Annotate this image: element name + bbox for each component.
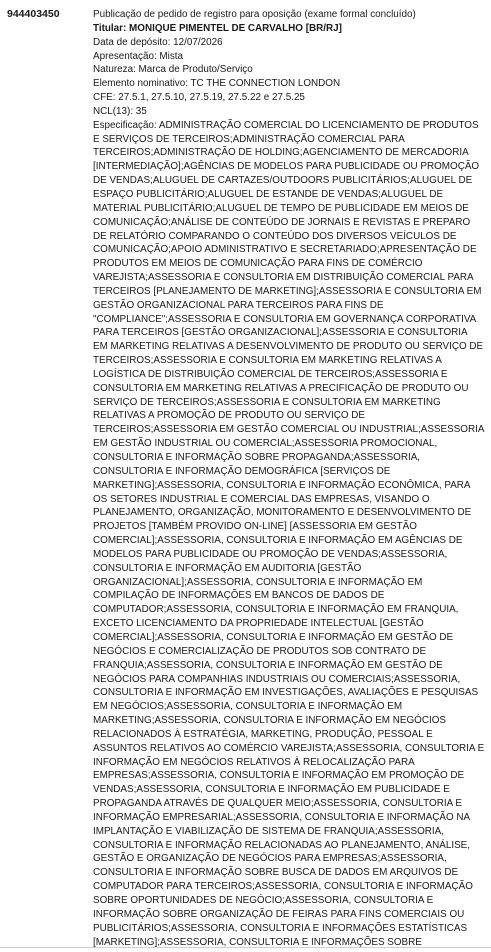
specification-line: EM MARKETING RELATIVAS A DESENVOLVIMENTO DE PRODUTO OU SERVIÇO DE bbox=[93, 341, 484, 353]
specification-line: [INTERMEDIAÇÃO];AGÊNCIAS DE MODELOS PARA PUBLICIDADE OU PROMOÇÃO bbox=[93, 161, 480, 173]
specification-line: SERVIÇO DE TERCEIROS;ASSESSORIA E CONSULTORIA EM MARKETING bbox=[93, 396, 441, 408]
holder-line bbox=[93, 22, 486, 36]
specification-line: LOGÍSTICA DE DISTRIBUIÇÃO COMERCIAL DE TERCEIROS;ASSESSORIA E bbox=[93, 368, 448, 380]
specification-line: COMUNICAÇÃO;APOIO ADMINISTRATIVO E SECRETARIADO;APRESENTAÇÃO DE bbox=[93, 244, 477, 256]
specification-line: TERCEIROS;ASSESSORIA E CONSULTORIA EM MARKETING RELATIVAS A bbox=[93, 355, 442, 367]
specification-line: INFORMAÇÃO EMPRESARIAL;ASSESSORIA, CONSULTORIA E INFORMAÇÃO NA bbox=[93, 811, 471, 823]
specification-line: COMUNICAÇÃO;ANÁLISE DE CONTEÚDO DE JORNAIS E REVISTAS E PREPARO bbox=[93, 216, 471, 228]
specification-line: TERCEIROS;ASSESSORIA EM GESTÃO COMERCIAL OU INDUSTRIAL;ASSESSORIA bbox=[93, 424, 485, 436]
specification-line: PLANEJAMENTO, ORGANIZAÇÃO, MONITORAMENTO E DESENVOLVIMENTO DE bbox=[93, 507, 472, 519]
specification-line: RELATIVAS A PROMOÇÃO DE PRODUTO OU SERVIÇO DE bbox=[93, 410, 365, 422]
specification-line: ORGANIZACIONAL];ASSESSORIA, CONSULTORIA E INFORMAÇÃO EM bbox=[93, 576, 423, 588]
specification-line: EM NEGÓCIOS;ASSESSORIA, CONSULTORIA E INFORMAÇÃO EM bbox=[93, 701, 403, 713]
specification-line: [MARKETING];ASSESSORIA, CONSULTORIA E INFORMAÇÕES SOBRE bbox=[93, 936, 422, 948]
specification-line: EMPRESAS;ASSESSORIA, CONSULTORIA E INFORMAÇÃO EM PROMOÇÃO DE bbox=[93, 770, 465, 782]
specification-line: E SERVIÇOS DE TERCEIROS;ADMINISTRAÇÃO COMERCIAL PARA bbox=[93, 133, 405, 145]
specification-block bbox=[93, 119, 486, 950]
nominative-element-line: Elemento nominativo: TC THE CONNECTION LONDON bbox=[93, 78, 341, 90]
specification-line: ASSUNTOS RELATIVOS AO COMÉRCIO VAREJISTA;ASSESSORIA, CONSULTORIA E bbox=[93, 742, 485, 754]
specification-line: INFORMAÇÃO SOBRE ORGANIZAÇÃO DE FEIRAS PARA FINS COMERCIAIS OU bbox=[93, 908, 465, 920]
dispatch-line: Publicação de pedido de registro para oposição (exame formal concluído) bbox=[93, 9, 416, 20]
specification-line: MODELOS PARA PUBLICIDADE OU PROMOÇÃO DE VENDAS;ASSESSORIA, bbox=[93, 548, 448, 560]
specification-line: IMPLANTAÇÃO E VIABILIZAÇÃO DE SISTEMA DE FRANQUIA;ASSESSORIA, bbox=[93, 825, 445, 837]
specification-line: FRANQUIA;ASSESSORIA, CONSULTORIA E INFORMAÇÃO EM GESTÃO DE bbox=[93, 659, 443, 671]
specification-line: DE VENDAS;ALUGUEL DE CARTAZES/OUTDOORS PUBLICITÁRIOS;ALUGUEL DE bbox=[93, 175, 473, 187]
specification-line: MATERIAL PUBLICITÁRIO;ALUGUEL DE TEMPO DE PUBLICIDADE EM MEIOS DE bbox=[93, 202, 469, 214]
nature-line: Natureza: Marca de Produto/Serviço bbox=[93, 64, 253, 76]
specification-line: CONSULTORIA E INFORMAÇÃO EM AUDITORIA [GESTÃO bbox=[93, 562, 362, 574]
specification-line: COMPUTADOR;ASSESSORIA, CONSULTORIA E INFORMAÇÃO EM FRANQUIA, bbox=[93, 604, 459, 616]
specification-line: COMPUTADOR PARA TERCEIROS;ASSESSORIA, CONSULTORIA E INFORMAÇÃO bbox=[93, 881, 473, 893]
specification-line: CONSULTORIA E INFORMAÇÃO SOBRE BUSCA DE DADOS EM ARQUIVOS DE bbox=[93, 867, 459, 879]
holder-label: Titular: bbox=[93, 22, 130, 34]
presentation-line: Apresentação: Mista bbox=[93, 50, 184, 62]
specification-line: MARKETING;ASSESSORIA, CONSULTORIA E INFORMAÇÃO EM NEGÓCIOS bbox=[93, 715, 446, 727]
specification-line: "COMPLIANCE";ASSESSORIA E CONSULTORIA EM GOVERNANÇA CORPORATIVA bbox=[93, 313, 477, 325]
specification-line: MARKETING];ASSESSORIA, CONSULTORIA E INFORMAÇÃO ECONÔMICA, PARA bbox=[93, 479, 471, 491]
specification-line: CONSULTORIA E INFORMAÇÃO SOBRE PROPAGANDA;ASSESSORIA, bbox=[93, 452, 421, 463]
specification-line: CONSULTORIA EM MARKETING RELATIVAS A PRECIFICAÇÃO DE PRODUTO OU bbox=[93, 382, 469, 394]
specification-line: CONSULTORIA E INFORMAÇÃO RELACIONADAS AO PLANEJAMENTO, ANÁLISE, bbox=[93, 839, 470, 851]
specification-line: RELACIONADOS À ESTRATÉGIA, MARKETING, PRODUÇÃO, PESSOAL E bbox=[93, 728, 433, 740]
specification-line: INFORMAÇÃO EM NEGÓCIOS RELATIVOS À RELOCALIZAÇÃO PARA bbox=[93, 756, 415, 768]
specification-line: EM GESTÃO INDUSTRIAL OU COMERCIAL;ASSESSORIA PROMOCIONAL, bbox=[93, 438, 438, 450]
specification-line: GESTÃO E ORGANIZAÇÃO DE NEGÓCIOS PARA EMPRESAS;ASSESSORIA, bbox=[93, 853, 447, 865]
process-number: 944403450 bbox=[7, 8, 60, 20]
specification-line: NEGÓCIOS PARA COMPANHIAS INDUSTRIAIS OU COMERCIAIS;ASSESSORIA, bbox=[93, 673, 461, 685]
specification-line: PUBLICITÁRIOS;ASSESSORIA, CONSULTORIA E INFORMAÇÕES ESTATÍSTICAS bbox=[93, 922, 468, 934]
specification-line: PRODUTOS EM MEIOS DE COMUNICAÇÃO PARA FINS DE COMÉRCIO bbox=[93, 258, 423, 270]
specification-line: SOBRE OPORTUNIDADES DE NEGÓCIO;ASSESSORIA, CONSULTORIA E bbox=[93, 895, 434, 906]
bottom-divider bbox=[0, 947, 491, 948]
cfe-line: CFE: 27.5.1, 27.5.10, 27.5.19, 27.5.22 e 27.5.25 bbox=[93, 92, 305, 104]
specification-line: COMPILAÇÃO DE INFORMAÇÕES EM BANCOS DE DADOS DE bbox=[93, 590, 385, 602]
specification-line: EXCETO LICENCIAMENTO DA PROPRIEDADE INTELECTUAL [GESTÃO bbox=[93, 618, 424, 630]
specification-line: COMERCIAL];ASSESSORIA, CONSULTORIA E INFORMAÇÃO EM AGÊNCIAS DE bbox=[93, 535, 463, 547]
entry-details bbox=[93, 8, 486, 949]
ncl-line: NCL(13): 35 bbox=[93, 105, 147, 117]
specification-line: DE RELATÓRIO COMPARANDO O CONTEÚDO DOS DIVERSOS VEÍCULOS DE bbox=[93, 230, 457, 242]
deposit-date-line: Data de depósito: 12/07/2026 bbox=[93, 36, 223, 48]
specification-line: ESPAÇO PUBLICITÁRIO;ALUGUEL DE ESTANDE DE VENDAS;ALUGUEL DE bbox=[93, 188, 444, 200]
specification-line: TERCEIROS [PLANEJAMENTO DE MARKETING];ASSESSORIA E CONSULTORIA EM bbox=[93, 285, 482, 297]
specification-line: COMERCIAL];ASSESSORIA, CONSULTORIA E INFORMAÇÃO EM GESTÃO DE bbox=[93, 631, 454, 643]
specification-line: OS SETORES INDUSTRIAL E COMERCIAL DAS EMPRESAS, VISANDO O bbox=[93, 493, 430, 505]
specification-line: GESTÃO ORGANIZACIONAL PARA TERCEIROS PARA FINS DE bbox=[93, 299, 384, 311]
specification-line: CONSULTORIA E INFORMAÇÃO DEMOGRÁFICA [SERVIÇOS DE bbox=[93, 465, 391, 477]
specification-line: TERCEIROS;ADMINISTRAÇÃO DE HOLDING;AGENCIAMENTO DE MERCADORIA bbox=[93, 147, 469, 159]
specification-line: PROPAGANDA ATRAVÉS DE QUALQUER MEIO;ASSESSORIA, CONSULTORIA E bbox=[93, 798, 462, 810]
specification-line: NEGÓCIOS E COMERCIALIZAÇÃO DE PRODUTOS SOB CONTRATO DE bbox=[93, 645, 427, 657]
specification-line: VENDAS;ASSESSORIA, CONSULTORIA E INFORMAÇÃO EM PUBLICIDADE E bbox=[93, 784, 450, 796]
specification-line: Especificação: ADMINISTRAÇÃO COMERCIAL DO LICENCIAMENTO DE PRODUTOS bbox=[93, 119, 479, 131]
specification-line: PARA TERCEIROS [GESTÃO ORGANIZACIONAL];ASSESSORIA E CONSULTORIA bbox=[93, 327, 468, 339]
specification-line: VAREJISTA;ASSESSORIA E CONSULTORIA EM DISTRIBUIÇÃO COMERCIAL PARA bbox=[93, 272, 474, 284]
holder-name: MONIQUE PIMENTEL DE CARVALHO [BR/RJ] bbox=[129, 22, 342, 34]
specification-line: CONSULTORIA E INFORMAÇÃO EM INVESTIGAÇÕES, AVALIAÇÕES E PESQUISAS bbox=[93, 687, 479, 699]
specification-line: PROJETOS [TAMBÉM PROVIDO ON-LINE] [ASSESSORIA EM GESTÃO bbox=[93, 521, 417, 533]
